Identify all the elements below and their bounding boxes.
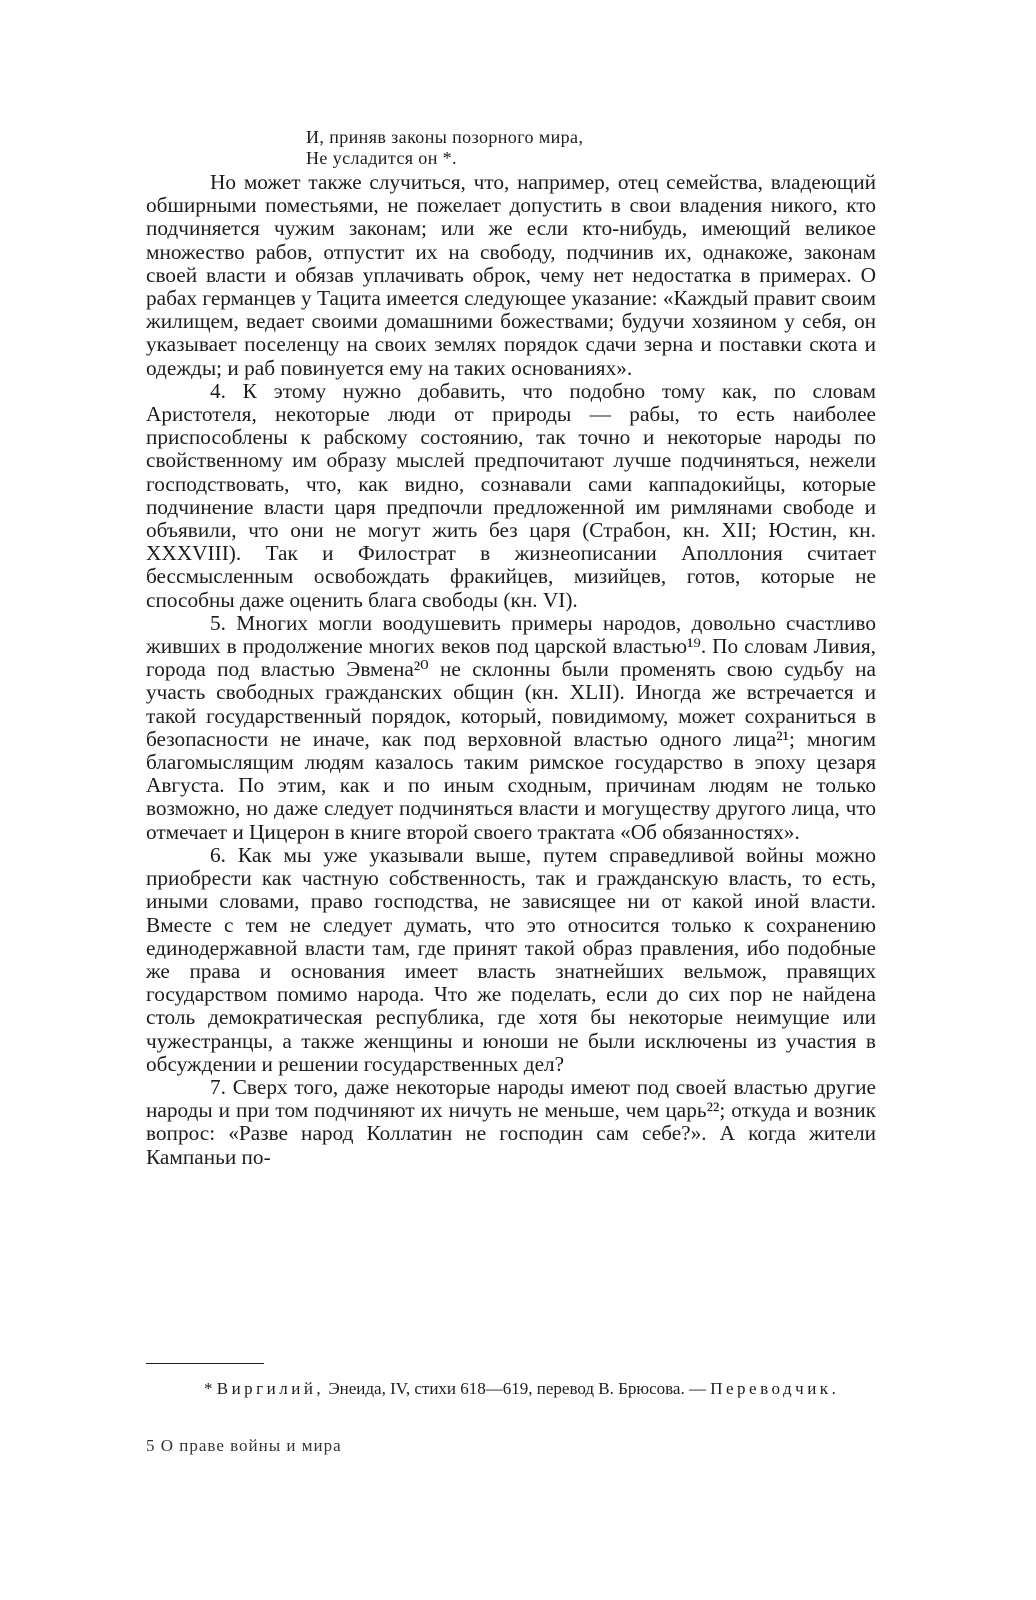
footnote-translator: Переводчик.: [710, 1379, 840, 1398]
paragraph: 4. К этому нужно добавить, что подобно тому как, по словам Аристотеля, некоторые люди от природы — рабы, то есть наиболее приспособлены к рабскому состоянию, так точно и некоторые народы по свойственному им образу мыслей предпочитают лучше подчиняться, нежели господствовать, что, как видно, сознавали сами каппадокийцы, которые подчинение власти царя предпочли предложенной им римлянами свободе и объявили, что они не могут жить без царя (Страбон, кн. XII; Юстин, кн. XXXVIII). Так и Филострат в жизнеописании Аполлония считает бессмысленным освобождать фракийцев, мизийцев, готов, которые не способны даже оценить блага свободы (кн. VI).: [146, 378, 876, 612]
epigraph: [306, 127, 583, 169]
footnote-text: Энеида, IV, стихи 618—619, перевод В. Брюсова. —: [324, 1379, 711, 1398]
paragraph: 5. Многих могли воодушевить примеры народов, довольно счастливо живших в продолжение многих веков под царской властью¹⁹. По словам Ливия, города под властью Эвмена²⁰ не склонны были променять свою судьбу на участь свободных гражданских общин (кн. XLII). Иногда же встречается и такой государственный порядок, который, повидимому, может сохраниться в безопасности не иначе, как под верховной властью одного лица²¹; многим благомыслящим людям казалось таким римское государство в эпоху цезаря Августа. По этим, как и по иным сходным, причинам людям не только возможно, но даже следует подчиняться власти и могуществу другого лица, что отмечает и Цицерон в книге второй своего трактата «Об обязанностях».: [146, 610, 876, 844]
paragraph: 7. Сверх того, даже некоторые народы имеют под своей властью другие народы и при том подчиняют их ничуть не меньше, чем царь²²; откуда и возник вопрос: «Разве народ Коллатин не господин сам себе?». А когда жители Кампаньи по-: [146, 1074, 876, 1169]
footnote: [146, 1378, 876, 1399]
main-text: [146, 171, 876, 1169]
paragraph: Но может также случиться, что, например, отец семейства, владеющий обширными поместьями, не пожелает допустить в свои владения никого, кто подчиняется чужим законам; или же если кто-нибудь, имеющий великое множество рабов, отпустит их на свободу, подчинив их, однакоже, законам своей власти и обязав уплачивать оброк, чему нет недостатка в примерах. О рабах германцев у Тацита имеется следующее указание: «Каждый правит своим жилищем, ведает своими домашними божествами; будучи хозяином у себя, он указывает поселенцу на своих землях порядок сдачи зерна и поставки скота и одежды; и раб повинуется ему на таких основаниях».: [146, 170, 876, 380]
epigraph-line: Не усладится он *.: [306, 148, 457, 168]
epigraph-line: И, приняв законы позорного мира,: [306, 127, 584, 147]
printer-signature: 5 О праве войны и мира: [146, 1436, 342, 1455]
footnote-author: Виргилий,: [216, 1379, 325, 1398]
footnote-marker: *: [204, 1379, 213, 1398]
footnote-divider: [146, 1363, 264, 1364]
paragraph: 6. Как мы уже указывали выше, путем справедливой войны можно приобрести как частную собственность, так и гражданскую власть, то есть, иными словами, право господства, не зависящее ни от какой иной власти. Вместе с тем не следует думать, что это относится только к сохранению единодержавной власти там, где принят такой образ правления, ибо подобные же права и основания имеет власть знатнейших вельмож, правящих государством помимо народа. Что же поделать, если до сих пор не найдена столь демократическая республика, где хотя бы некоторые неимущие или чужестранцы, а также женщины и юноши не были исключены из участия в обсуждении и решении государственных дел?: [146, 842, 876, 1076]
